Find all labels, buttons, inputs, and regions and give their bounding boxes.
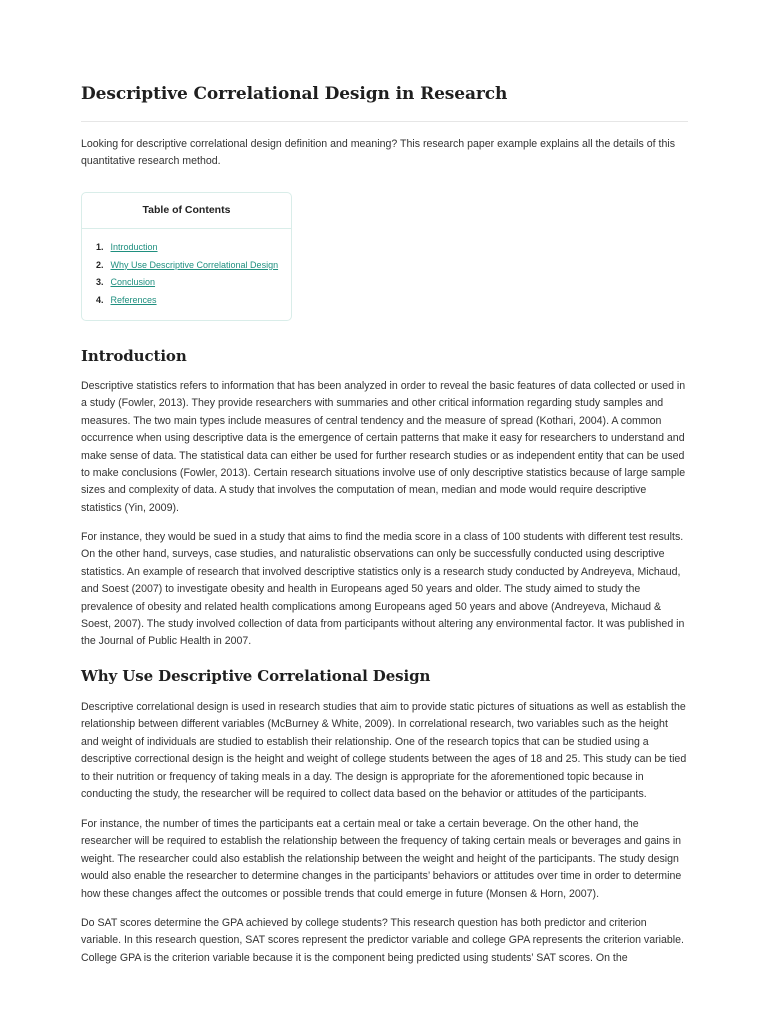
title-divider: [81, 121, 688, 122]
paragraph: For instance, the number of times the participants eat a certain meal or take a certain beverage. On the other hand, the researcher will be required to establish the relationship between the frequency of taking certain meals or beverages and gains in weight. The researcher could also establish the relationship between the weight and height of the participants. The study design would also enable the researcher to determine changes in the participants’ behaviors or attitudes over time in order to determine how these changes affect the outcomes or possible trends that could emerge in future (Monsen & Horn, 2007).: [81, 818, 682, 900]
toc-link-why-use[interactable]: Why Use Descriptive Correlational Design: [110, 259, 279, 270]
page-title: Descriptive Correlational Design in Research: [81, 84, 508, 104]
toc-item: [96, 257, 291, 275]
toc-title: Table of Contents: [82, 193, 291, 229]
toc-list: [82, 229, 291, 309]
toc-item: [96, 239, 291, 257]
toc-item-number: 4.: [96, 294, 104, 305]
toc-item-number: 2.: [96, 259, 104, 270]
intro-paragraph: Looking for descriptive correlational design definition and meaning? This research paper example explains all the details of this quantitative research method.: [81, 138, 675, 168]
toc-item-number: 1.: [96, 242, 104, 252]
toc-item: [96, 292, 291, 310]
toc-link-references[interactable]: References: [110, 294, 157, 305]
section-heading-introduction: Introduction: [81, 347, 187, 365]
paragraph: Descriptive correlational design is used in research studies that aim to provide static pictures of situations as well as establish the relationship between different variables (McBurney & White, 2009). In correlational research, two variables such as the height and weight of individuals are studied to establish their relationship. One of the research topics that can be studied using a descriptive correctional design is the height and weight of college students between the ages of 18 and 25. This study can be tied to their nutrition or frequency of taking meals in a day. The design is appropriate for the aforementioned topic because in conducting the study, the researcher will be required to collect data based on the behavior or attitudes of the participants.: [81, 701, 687, 801]
toc-item-number: 3.: [96, 277, 104, 288]
paragraph: Do SAT scores determine the GPA achieved by college students? This research question has both predictor and criterion variable. In this research question, SAT scores represent the predictor variable and college GPA represents the criterion variable. College GPA is the criterion variable because it is the component being predicted using students’ SAT scores. On the: [81, 917, 684, 964]
toc-link-introduction[interactable]: Introduction: [110, 242, 158, 252]
toc-link-conclusion[interactable]: Conclusion: [110, 277, 156, 288]
toc-item: [96, 274, 291, 292]
table-of-contents: [81, 192, 292, 321]
section-heading-why-use: Why Use Descriptive Correlational Design: [81, 667, 431, 685]
paragraph: Descriptive statistics refers to information that has been analyzed in order to reveal the basic features of data collected or used in a study (Fowler, 2013). They provide researchers with summaries and other critical information regarding study samples and measures. The two main types include measures of central tendency and the measure of spread (Kothari, 2004). A common occurrence when using descriptive data is the emergence of certain patterns that make it easy for researchers to understand and make sense of data. The statistical data can either be used for further research studies or as independent entity that can be used to make conclusions (Fowler, 2013). Certain research situations involve use of only descriptive statistics because of large sample sizes and complexity of data. A study that involves the computation of mean, median and mode would require descriptive statistics (Yin, 2009).: [81, 380, 686, 514]
paragraph: For instance, they would be sued in a study that aims to find the media score in a class of 100 students with different test results. On the other hand, surveys, case studies, and naturalistic observations can only be successfully conducted using descriptive statistics. An example of research that involved descriptive statistics only is a research study conducted by Andreyeva, Michaud, and Soest (2007) to investigate obesity and health in Europeans aged 50 years and older. The study aimed to study the prevalence of obesity and related health complications among Europeans aged 50 years and above (Andreyeva, Michaud & Soest, 2007). The study involved collection of data from participants without altering any environmental factor. It was published in the Journal of Public Health in 2007.: [81, 531, 685, 648]
